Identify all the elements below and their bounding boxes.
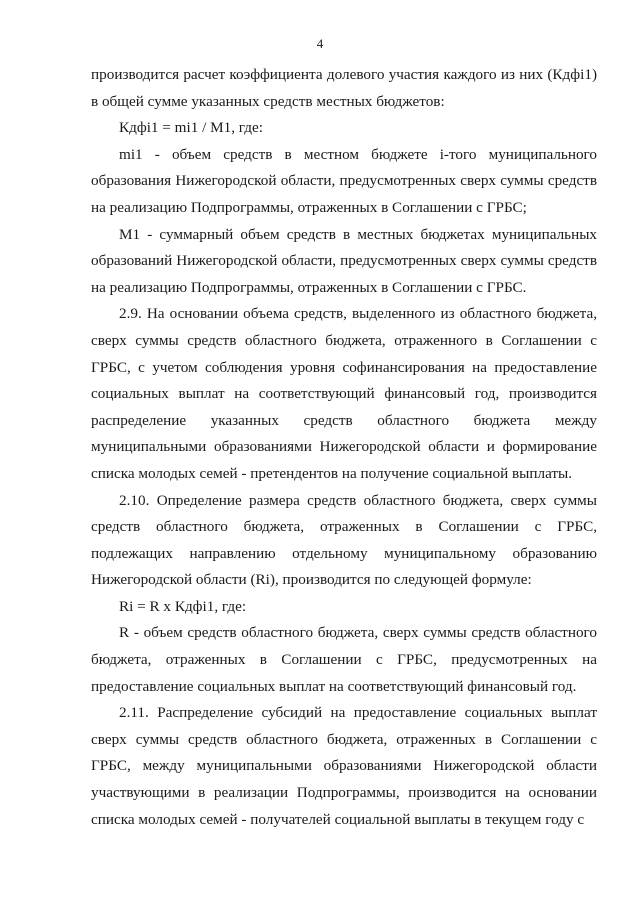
definition-mi1: mi1 - объем средств в местном бюджете i-того муниципального образования Нижегородской области, предусмотренных сверх суммы средств на реализацию Подпрограммы, отраженных в Соглашении с ГРБС;	[91, 145, 597, 216]
definition-r: R - объем средств областного бюджета, сверх суммы средств областного бюджета, отраженных в Соглашении с ГРБС, предусмотренных на предоставление социальных выплат на соответствующий финансовый год.	[91, 624, 597, 695]
page-number: 4	[316, 36, 324, 51]
paragraph-2-10: 2.10. Определение размера средств областного бюджета, сверх суммы средств областного бюджета, отраженных в Соглашении с ГРБС, подлежащих направлению отдельному муниципальному образованию Нижегородской области (Ri), производится по следующей формуле:	[91, 491, 597, 589]
formula-ri: Ri = R x Кдфi1, где:	[119, 597, 247, 615]
definition-m1: M1 - суммарный объем средств в местных бюджетах муниципальных образований Нижегородской области, предусмотренных сверх суммы средств на реализацию Подпрограммы, отраженных в Соглашении с ГРБС.	[91, 225, 597, 296]
formula-kdf: Кдфi1 = mi1 / M1, где:	[119, 119, 263, 137]
paragraph-2-9: 2.9. На основании объема средств, выделенного из областного бюджета, сверх суммы средств областного бюджета, отраженного в Соглашении с ГРБС, с учетом соблюдения уровня софинансирования на предоставление социальных выплат на соответствующий финансовый год, производится распределение указанных средств областного бюджета между муниципальными образованиями Нижегородской области и формирование списка молодых семей - претендентов на получение социальной выплаты.	[91, 305, 597, 482]
document-body	[91, 62, 597, 833]
paragraph-continuation: производится расчет коэффициента долевого участия каждого из них (Кдфi1) в общей сумме указанных средств местных бюджетов:	[91, 66, 597, 110]
paragraph-2-11: 2.11. Распределение субсидий на предоставление социальных выплат сверх суммы средств областного бюджета, отраженных в Соглашении с ГРБС, между муниципальными образованиями Нижегородской области участвующими в реализации Подпрограммы, производится на основании списка молодых семей - получателей социальной выплаты в текущем году с	[91, 704, 597, 828]
